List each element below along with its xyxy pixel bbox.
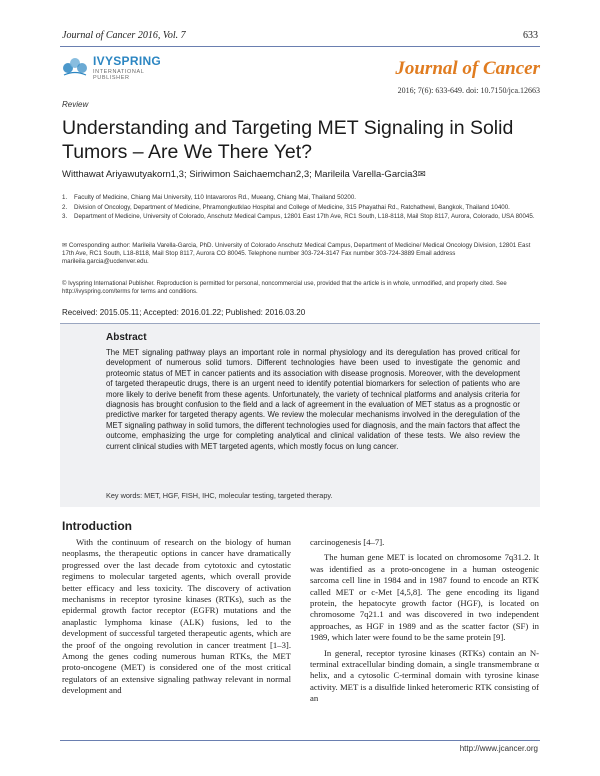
affiliation-item	[62, 194, 540, 202]
keywords: Key words: MET, HGF, FISH, IHC, molecular testing, targeted therapy.	[106, 491, 333, 500]
paragraph: The human gene MET is located on chromosome 7q31.2. It was identified as a proto-oncogene in a human osteogenic sarcoma cell line in 1984 and in 1987 found to encode an RTK called MET or c-Met [4,5,8]. The gene encoding its ligand protein, the hepatocyte growth factor (HGF), is located on chromosome 7q21.1 and was discovered in two independent approaches, as HGF in 1989 and as the scatter factor (SF) in 1989, which later were found to be the same protein [9].	[310, 552, 539, 643]
journal-url-link[interactable]: http://www.jcancer.org	[459, 744, 538, 753]
publisher-name: IVYSPRING	[93, 54, 162, 68]
citation-doi[interactable]: 2016; 7(6): 633-649. doi: 10.7150/jca.12663	[397, 86, 540, 95]
affiliation-number: 1.	[62, 194, 68, 201]
abstract-box	[60, 323, 540, 507]
affiliations	[62, 194, 540, 223]
header-divider	[60, 46, 540, 47]
ivyspring-leaf-icon	[60, 54, 90, 78]
article-type: Review	[62, 100, 89, 109]
affiliation-item	[62, 204, 540, 212]
page-number: 633	[523, 30, 538, 41]
abstract-heading: Abstract	[106, 332, 147, 343]
column-right	[310, 537, 539, 705]
paragraph: In general, receptor tyrosine kinases (RTKs) contain an N-terminal extracellular binding domain, a single transmembrane α helix, and a cytosolic C-terminal domain with tyrosine kinase activity. MET is a disulfide linked heteromeric RTK consisting of an	[310, 647, 539, 704]
affiliation-text: Department of Medicine, University of Colorado, Anschutz Medical Campus, 12801 East 17th Ave, RC1 South, L18-8118, Mail Stop 8117, Aurora, Colorado, USA 80045.	[74, 213, 535, 220]
running-header-journal: Journal of Cancer 2016, Vol. 7	[62, 30, 186, 41]
article-title: Understanding and Targeting MET Signaling in Solid Tumors – Are We There Yet?	[62, 117, 514, 163]
affiliation-text: Division of Oncology, Department of Medicine, Phramongkutklao Hospital and College of Medicine, 315 Phayathai Rd., Ratchathewi, Bangkok, Thailand 10400.	[74, 203, 510, 211]
section-heading-introduction: Introduction	[62, 519, 132, 533]
footer-divider	[60, 740, 540, 741]
column-left	[62, 537, 291, 697]
publication-dates: Received: 2015.05.11; Accepted: 2016.01.22; Published: 2016.03.20	[62, 308, 306, 317]
journal-title: Journal of Cancer	[395, 58, 540, 79]
paragraph: carcinogenesis [4–7].	[310, 537, 385, 547]
abstract-text: The MET signaling pathway plays an important role in normal physiology and its deregulation has proved critical for development of numerous solid tumors. Different technologies have been used to investigate the genomic and proteomic status of MET in cancer patients and its association with disease prognosis. Moreover, with the development of targeted therapeutic drugs, there is an urgent need to identify potential biomarkers for selection of patients who are more likely to derive benefit from these agents. Unfortunately, the variety of technical platforms and analysis criteria for diagnosis has brought confusion to the field and a lack of agreement in the evaluation of MET status as a prognostic or predictive marker for targeted therapy agents. We review the molecular mechanisms involved in the deregulation of the MET signaling pathway in solid tumors, the different technologies used for diagnosis, and the main factors that affect the outcome, emphasizing the urge for completing analytical and clinical validation of these tests. We also review the current clinical studies with MET targeted agents, which mostly focus on lung cancer.	[106, 348, 520, 451]
affiliation-number: 3.	[62, 213, 68, 220]
affiliation-item	[62, 213, 540, 221]
paragraph: With the continuum of research on the biology of human neoplasms, the therapeutic options in cancer have dramatically progressed over the last decade from cytotoxic and cytostatic regimens to molecular targeted agents, which overall provide better efficacy and less toxicity. The discovery of activation mechanisms in receptor tyrosine kinases (RTKs), such as the epidermal growth factor receptor (EGFR) mutations and the anaplastic lymphoma kinase (ALK) fusions, led to the development of successful targeted therapeutic agents, which are the proof of the ongoing revolution in cancer treatment [1–3]. Among the genes coding numerous human RTKs, the MET proto-oncogene (MET) is considered one of the most critical regulators of an extensive signaling pathway relevant in normal development and	[62, 537, 291, 696]
corresponding-author: ✉ Corresponding author: Marileila Varella-Garcia, PhD. University of Colorado Anschutz Medical Campus, Department of Medicine/ Medical Oncology Division, 12801 East 17th Ave, RC1 South, L18-8118, Mail Stop 8117, Aurora CO 80045. Telephone number 303-724-3147 Fax number 303-724-3889 Email address marileila.garcia@ucdenver.edu.	[62, 242, 531, 265]
publisher-subtitle: INTERNATIONAL PUBLISHER	[93, 69, 145, 81]
license-statement: © Ivyspring International Publisher. Reproduction is permitted for personal, noncommercial use, provided that the article is in whole, unmodified, and properly cited. See http://ivyspring.com/terms for terms and conditions.	[62, 281, 507, 295]
author-list: Witthawat Ariyawutyakorn1,3; Siriwimon Saichaemchan2,3; Marileila Varella-Garcia3✉	[62, 169, 426, 180]
publisher-logo[interactable]	[60, 52, 180, 82]
affiliation-number: 2.	[62, 203, 68, 211]
affiliation-text: Faculty of Medicine, Chiang Mai University, 110 Intavaroros Rd., Mueang, Chiang Mai, Thailand 50200.	[74, 194, 357, 201]
